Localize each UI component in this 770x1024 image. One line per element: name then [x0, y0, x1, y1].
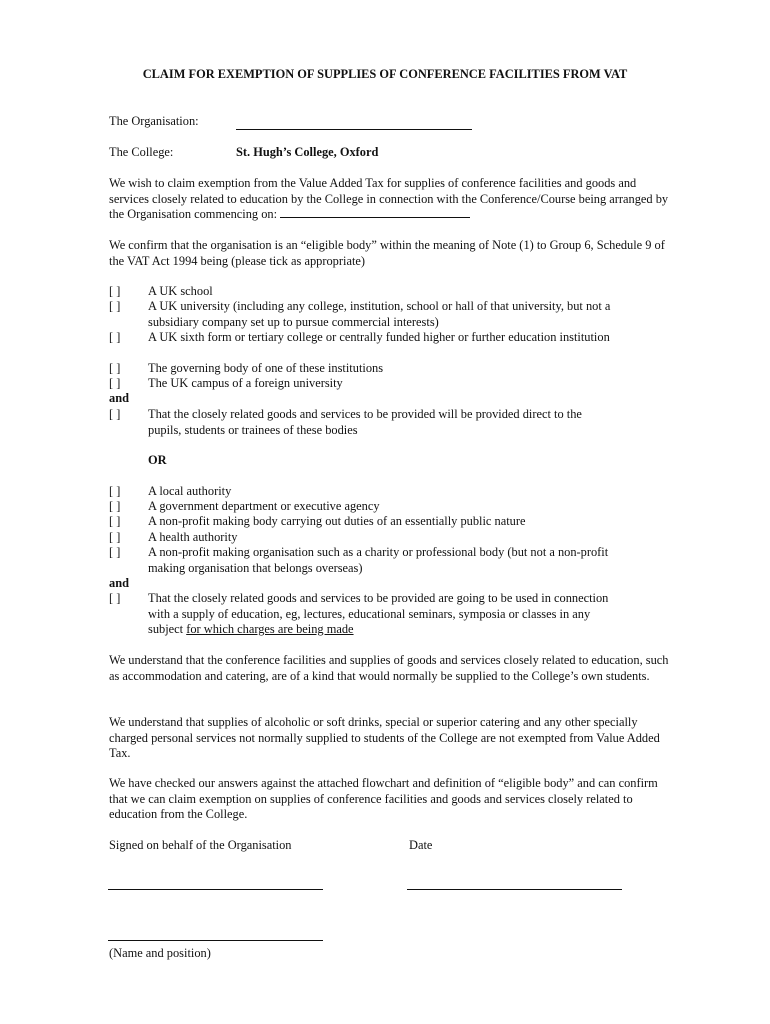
signature-field[interactable] — [108, 889, 323, 890]
item-label: A UK school — [148, 284, 213, 298]
tick-box-governing-body[interactable]: [ ] — [109, 361, 121, 375]
signed-label: Signed on behalf of the Organisation — [109, 838, 292, 852]
item-label — [148, 591, 618, 638]
item-text: That the closely related goods and services to be provided are going to be used in connection with a supply of education, eg, lectures, educational seminars, symposia or classes in any subject — [148, 591, 609, 636]
item-label: A health authority — [148, 530, 238, 544]
organisation-label: The Organisation: — [109, 114, 199, 128]
item-label: A government department or executive agency — [148, 499, 380, 513]
and-label: and — [109, 576, 129, 590]
claim-text: We wish to claim exemption from the Value Added Tax for supplies of conference facilities and goods and services closely related to education by the College in connection with the Conference/Course being arranged by the Organisation commencing on: — [109, 176, 669, 221]
item-label: A non-profit making organisation such as a charity or professional body (but not a non-profit making organisation that belongs overseas) — [148, 545, 609, 575]
item-underlined-text: for which charges are being made — [186, 622, 354, 636]
item-label: A UK university (including any college, institution, school or hall of that university, but not a subsidiary company set up to pursue commercial interests) — [148, 299, 611, 329]
item-label: A UK sixth form or tertiary college or centrally funded higher or further education institution — [148, 330, 610, 344]
item-label: That the closely related goods and services to be provided will be provided direct to the pupils, students or trainees of these bodies — [148, 407, 582, 437]
commencing-date-field[interactable] — [280, 207, 470, 218]
college-value: St. Hugh’s College, Oxford — [236, 145, 379, 159]
or-label: OR — [148, 453, 167, 467]
name-position-field[interactable] — [108, 940, 323, 941]
confirm-paragraph: We confirm that the organisation is an “eligible body” within the meaning of Note (1) to Group 6, Schedule 9 of the VAT Act 1994 being (please tick as appropriate) — [109, 238, 665, 268]
date-label: Date — [409, 838, 433, 852]
and-label: and — [109, 391, 129, 405]
tick-box-direct-provision[interactable]: [ ] — [109, 407, 121, 421]
form-title: CLAIM FOR EXEMPTION OF SUPPLIES OF CONFERENCE FACILITIES FROM VAT — [142, 67, 628, 81]
tick-box-charity[interactable]: [ ] — [109, 545, 121, 559]
date-field[interactable] — [407, 889, 622, 890]
item-label: A non-profit making body carrying out duties of an essentially public nature — [148, 514, 526, 528]
tick-box-government-department[interactable]: [ ] — [109, 499, 121, 513]
item-label: The UK campus of a foreign university — [148, 376, 343, 390]
tick-box-local-authority[interactable]: [ ] — [109, 484, 121, 498]
tick-box-education-supply[interactable]: [ ] — [109, 591, 121, 605]
tick-box-public-body[interactable]: [ ] — [109, 514, 121, 528]
college-label: The College: — [109, 145, 174, 159]
tick-box-uk-school[interactable]: [ ] — [109, 284, 121, 298]
understand-paragraph-1: We understand that the conference facilities and supplies of goods and services closely related to education, such as accommodation and catering, are of a kind that would normally be supplied to the College’s own students. — [109, 653, 669, 683]
tick-box-uk-university[interactable]: [ ] — [109, 299, 121, 313]
tick-box-foreign-university[interactable]: [ ] — [109, 376, 121, 390]
organisation-field[interactable] — [236, 129, 472, 130]
checked-paragraph: We have checked our answers against the attached flowchart and definition of “eligible body” and can confirm that we can claim exemption on supplies of conference facilities and goods and services closely related to education from the College. — [109, 776, 658, 821]
item-label: The governing body of one of these institutions — [148, 361, 384, 375]
name-position-label: (Name and position) — [109, 946, 211, 960]
tick-box-health-authority[interactable]: [ ] — [109, 530, 121, 544]
tick-box-sixth-form-college[interactable]: [ ] — [109, 330, 121, 344]
understand-paragraph-2: We understand that supplies of alcoholic or soft drinks, special or superior catering and any other specially charged personal services not normally supplied to students of the College are not exempted from Value Added Tax. — [109, 715, 660, 760]
claim-paragraph — [109, 176, 669, 223]
item-label: A local authority — [148, 484, 232, 498]
